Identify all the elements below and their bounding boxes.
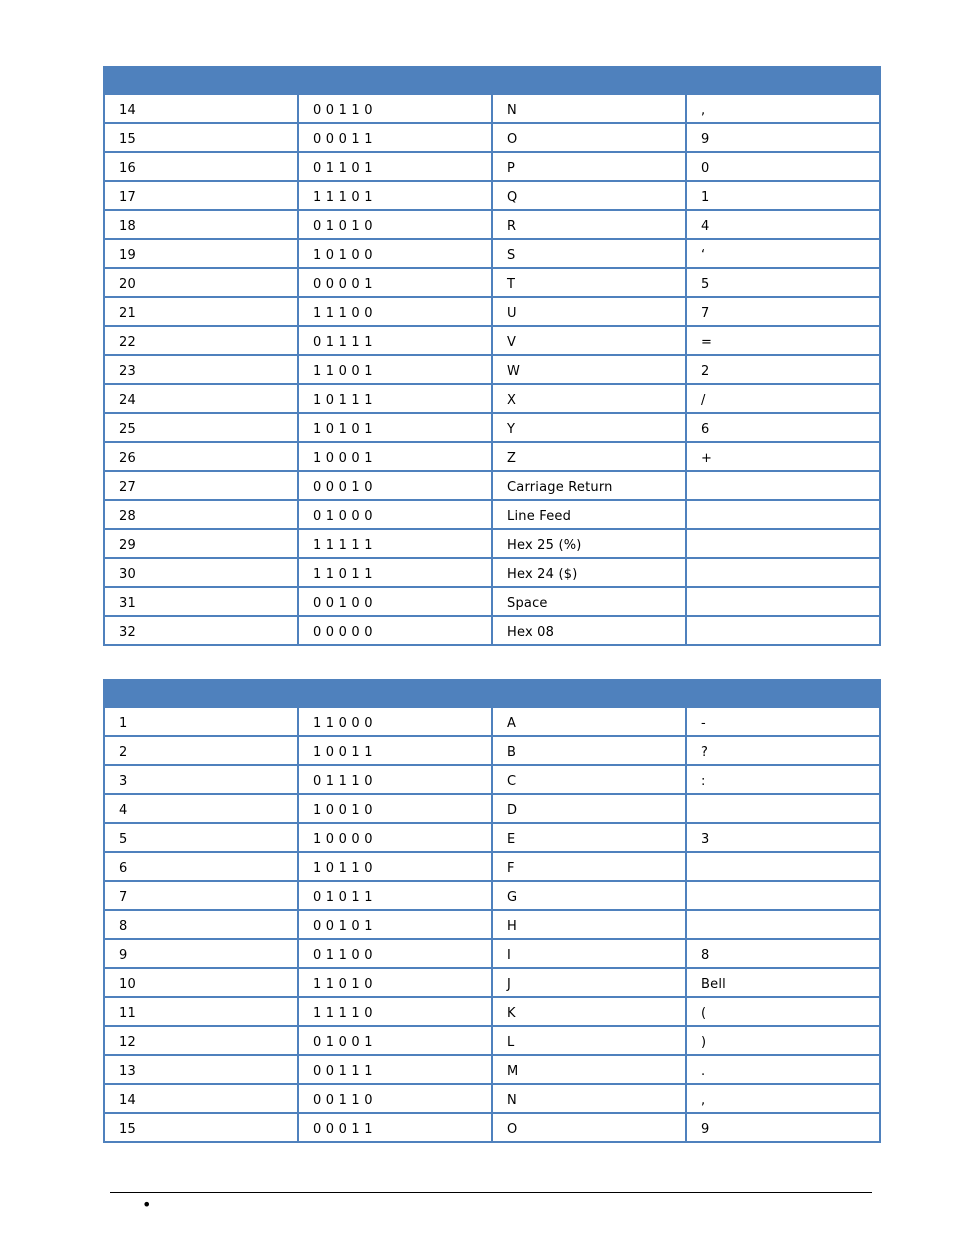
table-row [104, 413, 880, 442]
cell-code: 0 0 0 0 1 [298, 268, 492, 297]
cell-number: 14 [104, 94, 298, 123]
footer-divider [110, 1192, 872, 1193]
table-row [104, 852, 880, 881]
cell-figure: : [686, 765, 880, 794]
cell-number: 7 [104, 881, 298, 910]
cell-figure: Bell [686, 968, 880, 997]
table-row [104, 616, 880, 645]
cell-code: 0 0 1 0 0 [298, 587, 492, 616]
cell-code: 0 0 0 0 0 [298, 616, 492, 645]
cell-figure: 3 [686, 823, 880, 852]
cell-code: 0 1 0 1 1 [298, 881, 492, 910]
cell-code: 1 1 0 0 1 [298, 355, 492, 384]
cell-number: 14 [104, 1084, 298, 1113]
table-header-row [104, 67, 880, 94]
cell-code: 0 1 0 0 1 [298, 1026, 492, 1055]
table-row [104, 529, 880, 558]
cell-code: 1 0 0 0 1 [298, 442, 492, 471]
cell-number: 15 [104, 1113, 298, 1142]
cell-code: 0 0 0 1 1 [298, 1113, 492, 1142]
table-row [104, 355, 880, 384]
cell-letter: S [492, 239, 686, 268]
cell-letter: Line Feed [492, 500, 686, 529]
table-row [104, 736, 880, 765]
cell-code: 1 1 1 1 1 [298, 529, 492, 558]
cell-letter: U [492, 297, 686, 326]
cell-figure: 5 [686, 268, 880, 297]
code-table-2 [103, 679, 881, 1143]
table-row [104, 297, 880, 326]
footer-bullet: • [142, 1195, 152, 1214]
cell-number: 10 [104, 968, 298, 997]
cell-number: 9 [104, 939, 298, 968]
cell-number: 27 [104, 471, 298, 500]
cell-number: 30 [104, 558, 298, 587]
cell-figure: + [686, 442, 880, 471]
table-body [104, 680, 880, 1142]
cell-number: 32 [104, 616, 298, 645]
cell-letter: M [492, 1055, 686, 1084]
cell-code: 0 1 0 0 0 [298, 500, 492, 529]
table-body [104, 67, 880, 645]
cell-code: 0 0 1 1 0 [298, 94, 492, 123]
cell-figure: ‘ [686, 239, 880, 268]
cell-code: 0 0 0 1 1 [298, 123, 492, 152]
table-row [104, 997, 880, 1026]
cell-letter: B [492, 736, 686, 765]
cell-number: 1 [104, 707, 298, 736]
cell-number: 13 [104, 1055, 298, 1084]
cell-number: 25 [104, 413, 298, 442]
cell-number: 19 [104, 239, 298, 268]
cell-code: 0 0 0 1 0 [298, 471, 492, 500]
cell-figure: , [686, 94, 880, 123]
cell-number: 23 [104, 355, 298, 384]
cell-letter: W [492, 355, 686, 384]
cell-code: 1 1 1 1 0 [298, 997, 492, 1026]
cell-letter: N [492, 94, 686, 123]
cell-number: 17 [104, 181, 298, 210]
cell-number: 28 [104, 500, 298, 529]
cell-code: 1 0 1 1 0 [298, 852, 492, 881]
table-row [104, 500, 880, 529]
cell-number: 3 [104, 765, 298, 794]
table-row [104, 152, 880, 181]
cell-code: 1 0 0 0 0 [298, 823, 492, 852]
cell-figure: 9 [686, 1113, 880, 1142]
cell-code: 1 1 1 0 1 [298, 181, 492, 210]
cell-letter: Hex 24 ($) [492, 558, 686, 587]
table-row [104, 910, 880, 939]
cell-letter: G [492, 881, 686, 910]
cell-figure [686, 558, 880, 587]
cell-number: 12 [104, 1026, 298, 1055]
cell-code: 1 0 0 1 0 [298, 794, 492, 823]
cell-code: 0 0 1 0 1 [298, 910, 492, 939]
cell-number: 4 [104, 794, 298, 823]
cell-code: 0 0 1 1 0 [298, 1084, 492, 1113]
cell-number: 31 [104, 587, 298, 616]
cell-figure [686, 529, 880, 558]
cell-code: 1 1 0 1 1 [298, 558, 492, 587]
cell-number: 2 [104, 736, 298, 765]
cell-figure: ? [686, 736, 880, 765]
cell-number: 24 [104, 384, 298, 413]
cell-figure: / [686, 384, 880, 413]
cell-figure: - [686, 707, 880, 736]
cell-number: 5 [104, 823, 298, 852]
table-row [104, 94, 880, 123]
cell-letter: C [492, 765, 686, 794]
cell-letter: T [492, 268, 686, 297]
cell-figure: ) [686, 1026, 880, 1055]
table-row [104, 442, 880, 471]
cell-letter: D [492, 794, 686, 823]
table-row [104, 939, 880, 968]
cell-code: 0 1 1 1 1 [298, 326, 492, 355]
cell-figure: , [686, 1084, 880, 1113]
cell-code: 0 1 1 1 0 [298, 765, 492, 794]
table-row [104, 239, 880, 268]
cell-letter: O [492, 1113, 686, 1142]
cell-letter: Y [492, 413, 686, 442]
cell-code: 1 1 0 0 0 [298, 707, 492, 736]
cell-letter: P [492, 152, 686, 181]
cell-number: 18 [104, 210, 298, 239]
table-row [104, 968, 880, 997]
table-row [104, 881, 880, 910]
cell-figure [686, 500, 880, 529]
table-row [104, 1084, 880, 1113]
cell-figure [686, 794, 880, 823]
table-row [104, 1026, 880, 1055]
cell-number: 8 [104, 910, 298, 939]
table-row [104, 1055, 880, 1084]
cell-code: 1 0 1 0 0 [298, 239, 492, 268]
cell-number: 29 [104, 529, 298, 558]
cell-figure: 0 [686, 152, 880, 181]
table-row [104, 123, 880, 152]
cell-code: 1 0 0 1 1 [298, 736, 492, 765]
cell-letter: H [492, 910, 686, 939]
table-row [104, 707, 880, 736]
cell-code: 1 1 1 0 0 [298, 297, 492, 326]
cell-letter: E [492, 823, 686, 852]
cell-figure [686, 471, 880, 500]
table-row [104, 326, 880, 355]
cell-letter: Hex 08 [492, 616, 686, 645]
cell-letter: Hex 25 (%) [492, 529, 686, 558]
cell-number: 21 [104, 297, 298, 326]
cell-figure: 6 [686, 413, 880, 442]
table-row [104, 384, 880, 413]
cell-letter: J [492, 968, 686, 997]
cell-number: 16 [104, 152, 298, 181]
cell-letter: Space [492, 587, 686, 616]
cell-letter: K [492, 997, 686, 1026]
table-row [104, 471, 880, 500]
table-row [104, 765, 880, 794]
cell-letter: V [492, 326, 686, 355]
table-row [104, 823, 880, 852]
table-row [104, 210, 880, 239]
cell-figure [686, 881, 880, 910]
code-table-1 [103, 66, 881, 646]
cell-figure [686, 852, 880, 881]
cell-figure [686, 910, 880, 939]
cell-letter: I [492, 939, 686, 968]
cell-figure [686, 587, 880, 616]
cell-letter: L [492, 1026, 686, 1055]
cell-code: 1 0 1 1 1 [298, 384, 492, 413]
table-row [104, 558, 880, 587]
cell-number: 20 [104, 268, 298, 297]
cell-number: 15 [104, 123, 298, 152]
table-header-row [104, 680, 880, 707]
cell-figure: 2 [686, 355, 880, 384]
cell-figure: 1 [686, 181, 880, 210]
cell-code: 0 1 0 1 0 [298, 210, 492, 239]
cell-number: 11 [104, 997, 298, 1026]
cell-letter: X [492, 384, 686, 413]
cell-figure: = [686, 326, 880, 355]
cell-code: 1 1 0 1 0 [298, 968, 492, 997]
cell-figure: ( [686, 997, 880, 1026]
cell-letter: O [492, 123, 686, 152]
cell-figure: 4 [686, 210, 880, 239]
cell-letter: F [492, 852, 686, 881]
cell-letter: N [492, 1084, 686, 1113]
cell-code: 0 0 1 1 1 [298, 1055, 492, 1084]
table-row [104, 268, 880, 297]
cell-letter: A [492, 707, 686, 736]
cell-letter: R [492, 210, 686, 239]
cell-letter: Q [492, 181, 686, 210]
cell-figure: 7 [686, 297, 880, 326]
cell-code: 0 1 1 0 1 [298, 152, 492, 181]
cell-code: 1 0 1 0 1 [298, 413, 492, 442]
cell-number: 22 [104, 326, 298, 355]
table-row [104, 587, 880, 616]
cell-figure: . [686, 1055, 880, 1084]
table-row [104, 181, 880, 210]
cell-figure [686, 616, 880, 645]
cell-figure: 9 [686, 123, 880, 152]
table-row [104, 794, 880, 823]
cell-number: 26 [104, 442, 298, 471]
table-row [104, 1113, 880, 1142]
cell-code: 0 1 1 0 0 [298, 939, 492, 968]
cell-letter: Carriage Return [492, 471, 686, 500]
cell-letter: Z [492, 442, 686, 471]
cell-figure: 8 [686, 939, 880, 968]
cell-number: 6 [104, 852, 298, 881]
